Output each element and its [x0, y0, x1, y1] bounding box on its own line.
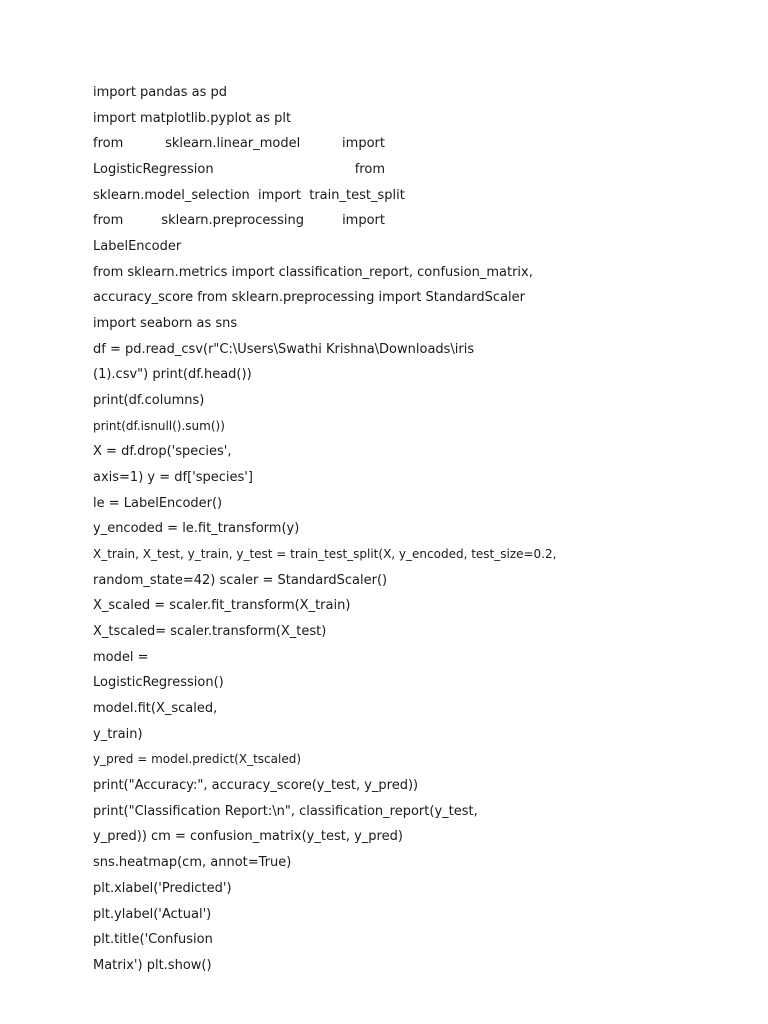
code-line: y_pred = model.predict(X_tscaled) [93, 752, 302, 767]
code-line: print(df.isnull().sum()) [93, 418, 225, 433]
code-line: print("Classification Report:\n", classification_report(y_test, [93, 803, 478, 819]
code-line: sklearn.model_selection import train_test_split [93, 187, 405, 203]
code-line: plt.xlabel('Predicted') [93, 880, 232, 896]
code-line: LabelEncoder [93, 239, 182, 255]
code-line: df = pd.read_csv(r"C:\Users\Swathi Krishna\Downloads\iris [93, 341, 475, 357]
code-line: le = LabelEncoder() [93, 495, 223, 511]
code-line: plt.title('Confusion [93, 932, 213, 948]
code-line: Matrix') plt.show() [93, 957, 212, 973]
code-line: X_scaled = scaler.fit_transform(X_train) [93, 598, 351, 614]
code-line: y_pred)) cm = confusion_matrix(y_test, y_pred) [93, 829, 403, 845]
code-line: X = df.drop('species', [93, 444, 232, 460]
code-line: print("Accuracy:", accuracy_score(y_test, y_pred)) [93, 778, 419, 794]
code-line: from sklearn.metrics import classification_report, confusion_matrix, [93, 264, 533, 280]
code-line: print(df.columns) [93, 393, 205, 409]
code-token: import [342, 213, 385, 229]
code-line: axis=1) y = df['species'] [93, 470, 253, 486]
code-token: LogisticRegression [93, 162, 214, 178]
code-line: accuracy_score from sklearn.preprocessing import StandardScaler [93, 290, 525, 306]
code-line [93, 160, 385, 186]
code-token: from [93, 136, 124, 152]
code-line: import pandas as pd [93, 85, 228, 100]
code-line: X_tscaled= scaler.transform(X_test) [93, 624, 327, 640]
code-line: import seaborn as sns [93, 316, 238, 332]
code-line: y_encoded = le.fit_transform(y) [93, 521, 300, 537]
code-line: random_state=42) scaler = StandardScaler() [93, 572, 388, 588]
code-token: import [342, 136, 385, 152]
code-line: (1).csv") print(df.head()) [93, 367, 252, 383]
code-token: from [93, 213, 124, 229]
code-line: model.fit(X_scaled, [93, 701, 218, 717]
code-line: LogisticRegression() [93, 675, 224, 691]
code-line: sns.heatmap(cm, annot=True) [93, 855, 292, 871]
code-line [93, 134, 385, 160]
code-line [93, 211, 385, 237]
code-line: y_train) [93, 726, 143, 742]
code-line: model = [93, 649, 149, 665]
code-token: sklearn.linear_model [165, 136, 301, 152]
code-token: sklearn.preprocessing [161, 213, 305, 229]
code-listing [93, 83, 557, 982]
code-token: from [354, 162, 385, 178]
code-line: plt.ylabel('Actual') [93, 906, 212, 922]
code-line: X_train, X_test, y_train, y_test = train_test_split(X, y_encoded, test_size=0.2, [93, 547, 557, 562]
code-line: import matplotlib.pyplot as plt [93, 110, 292, 126]
